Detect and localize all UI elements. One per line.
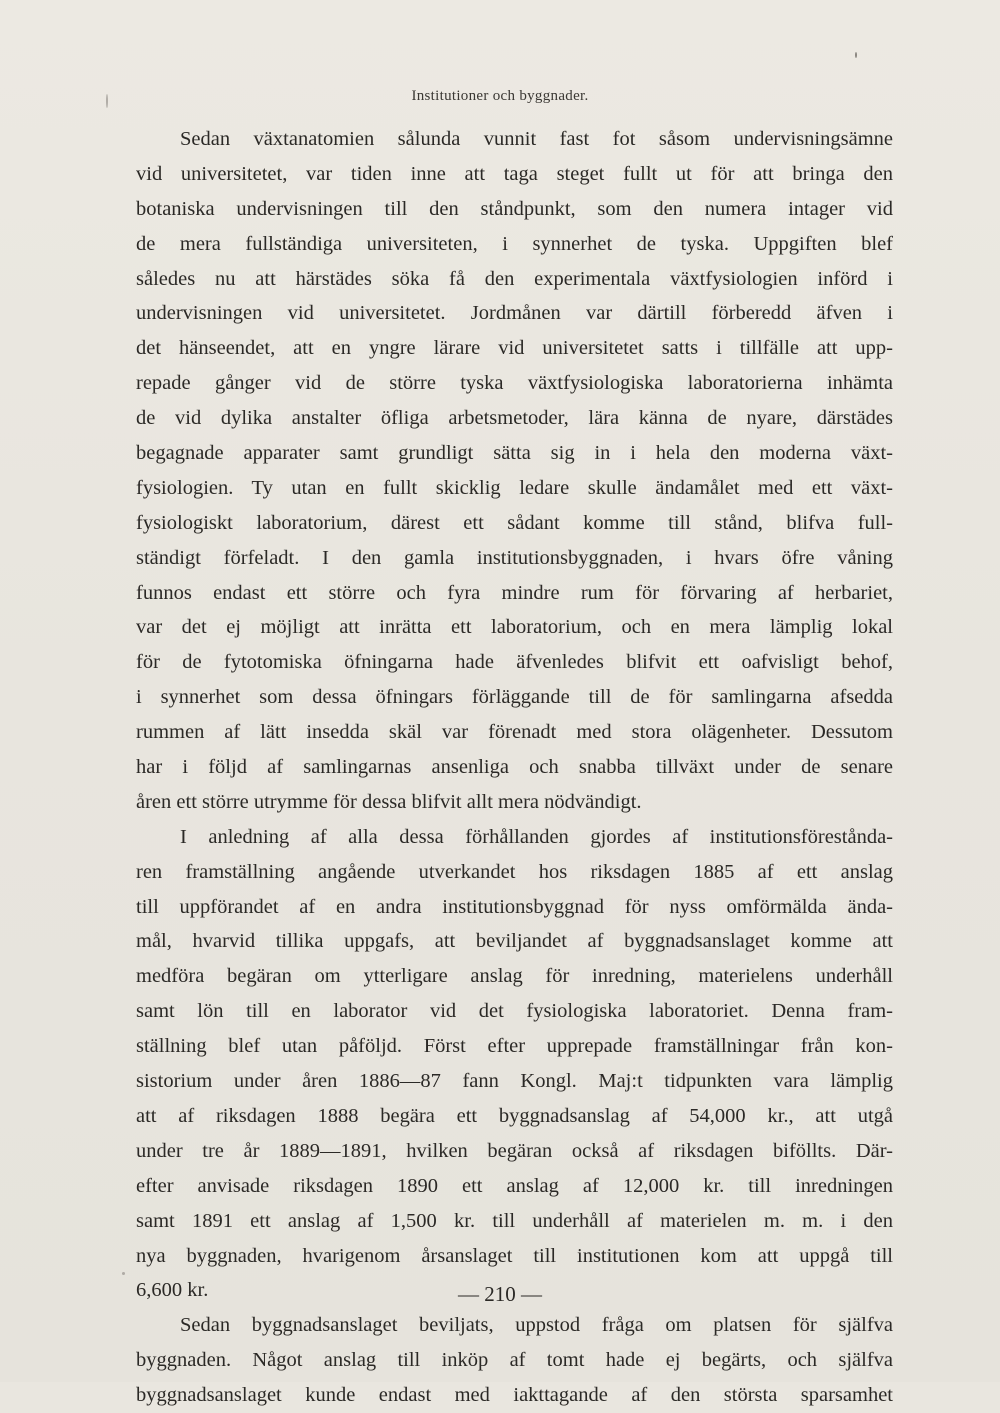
text-line: Sedan växtanatomien sålunda vunnit fast fot såsom undervisningsämne [180,128,893,150]
text-line: botaniska undervisningen till den ståndpunkt, som den numera intager vid [136,197,893,220]
text-line: de mera fullständiga universiteten, i synnerhet de tyska. Uppgiften blef [136,232,893,255]
text-line: byggnaden. Något anslag till inköp af tomt hade ej begärts, och själfva [136,1349,893,1372]
text-line: sistorium under åren 1886—87 fann Kongl. Maj:t tidpunkten vara lämplig [136,1070,893,1093]
text-line: rummen af lätt insedda skäl var förenadt med stora olägenheter. Dessutom [136,721,893,744]
text-line: efter anvisade riksdagen 1890 ett anslag af 12,000 kr. till inredningen [136,1174,893,1197]
text-line: ren framställning angående utverkandet hos riksdagen 1885 af ett anslag [136,860,893,883]
body-text [136,122,893,1413]
text-line: att af riksdagen 1888 begära ett byggnadsanslag af 54,000 kr., att utgå [136,1104,893,1127]
scan-speck [122,1272,125,1275]
scan-speck [106,94,108,108]
text-line: ställning blef utan påföljd. Först efter upprepade framställningar från kon- [136,1035,893,1058]
text-line: samt 1891 ett anslag af 1,500 kr. till underhåll af materielen m. m. i den [136,1209,893,1232]
text-line: samt lön till en laborator vid det fysiologiska laboratoriet. Denna fram- [136,1000,893,1023]
scan-speck [855,52,857,58]
text-line: nya byggnaden, hvarigenom årsanslaget till institutionen kom att uppgå till [136,1244,893,1267]
text-line: i synnerhet som dessa öfningars förläggande till de för samlingarna afsedda [136,686,893,709]
text-line: var det ej möjligt att inrätta ett laboratorium, och en mera lämplig lokal [136,616,893,639]
text-line: således nu att härstädes söka få den experimentala växtfysiologien införd i [136,267,893,290]
running-title: Institutioner och byggnader. [411,88,589,104]
text-line: I anledning af alla dessa förhållanden gjordes af institutionsförestånda- [180,825,893,848]
text-line: fysiologiskt laboratorium, därest ett sådant komme till stånd, blifva full- [136,511,893,534]
text-line: ständigt förfeladt. I den gamla institutionsbyggnaden, i hvars öfre våning [136,546,893,569]
text-line: vid universitetet, var tiden inne att taga steget fullt ut för att bringa den [136,162,893,185]
page-number: — 210 — [458,1282,542,1306]
text-line: repade gånger vid de större tyska växtfysiologiska laboratorierna inhämta [136,372,893,395]
text-line: mål, hvarvid tillika uppgafs, att beviljandet af byggnadsanslaget komme att [136,930,893,953]
text-line: det hänseendet, att en yngre lärare vid universitetet satts i tillfälle att upp- [136,337,893,360]
text-line: under tre år 1889—1891, hvilken begäran också af riksdagen biföllts. Där- [136,1139,893,1162]
text-line: har i följd af samlingarnas ansenliga och snabba tillväxt under de senare [136,756,893,779]
text-line: de vid dylika anstalter öfliga arbetsmetoder, lära känna de nyare, därstädes [136,407,893,430]
text-line: begagnade apparater samt grundligt sätta sig in i hela den moderna växt- [136,442,893,465]
text-line: fysiologien. Ty utan en fullt skicklig ledare skulle ändamålet med ett växt- [136,476,893,499]
text-line: för de fytotomiska öfningarna hade äfvenledes blifvit ett oafvisligt behof, [136,651,893,674]
text-line: undervisningen vid universitetet. Jordmånen var därtill förberedd äfven i [136,302,893,325]
text-line: byggnadsanslaget kunde endast med iakttagande af den största sparsamhet [136,1384,893,1407]
text-line: 6,600 kr. [136,1279,209,1302]
text-line: medföra begäran om ytterligare anslag för inredning, materielens underhåll [136,965,893,988]
text-line: funnos endast ett större och fyra mindre rum för förvaring af herbariet, [136,581,893,604]
text-line: åren ett större utrymme för dessa blifvit allt mera nödvändigt. [136,790,642,813]
text-line: Sedan byggnadsanslaget beviljats, uppstod fråga om platsen för själfva [180,1314,893,1337]
text-line: till uppförandet af en andra institutionsbyggnad för nyss omförmälda ända- [136,895,893,918]
